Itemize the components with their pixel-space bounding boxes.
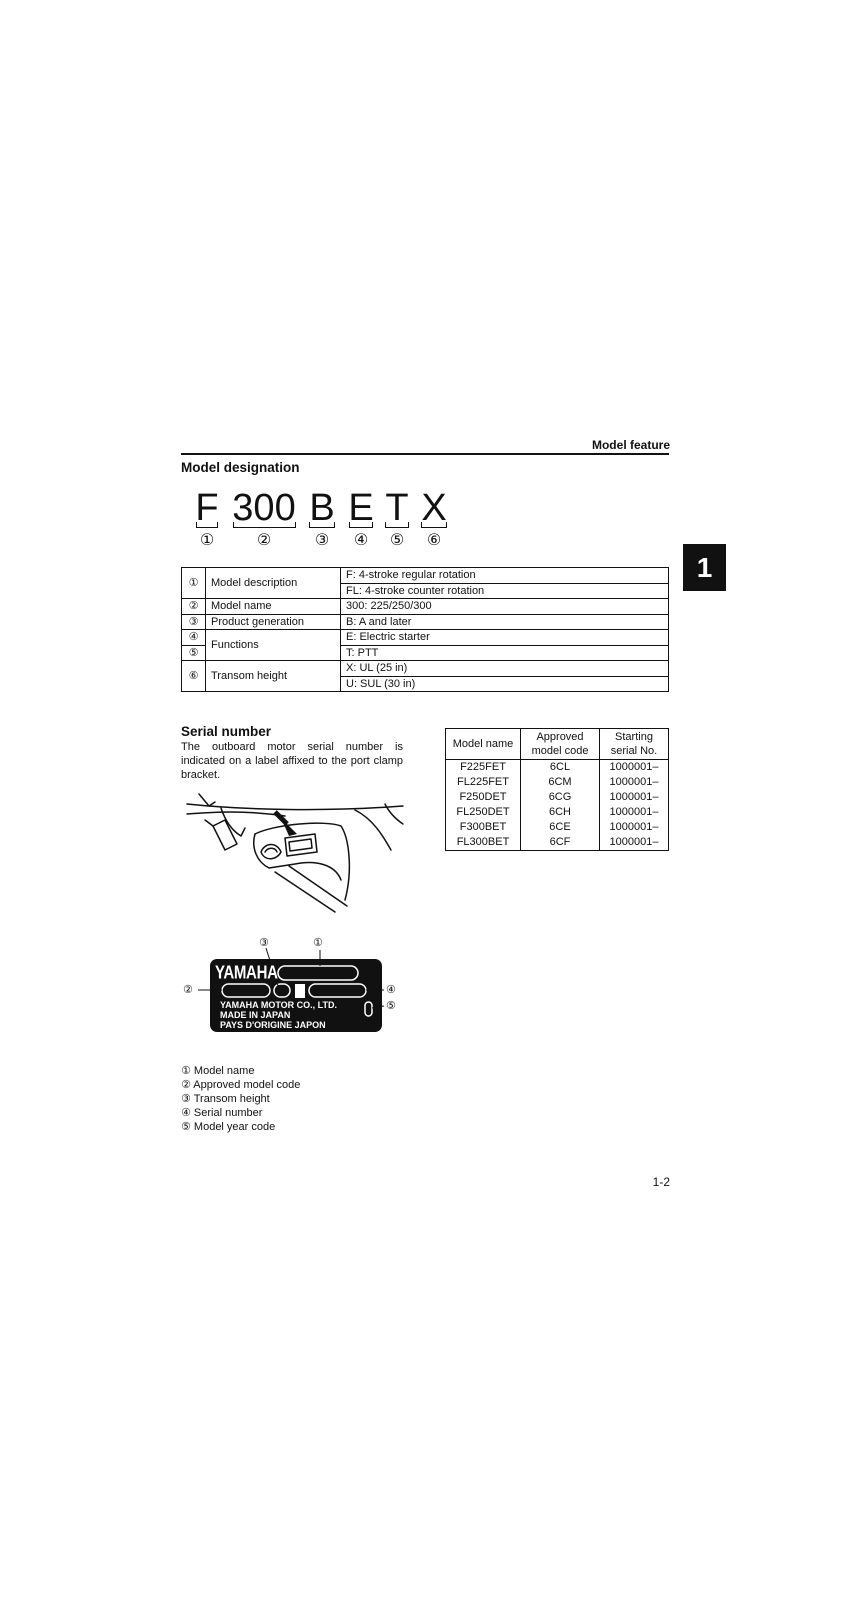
designation-bracket <box>233 522 296 528</box>
yamaha-logo: YAMAHA <box>215 962 278 984</box>
row-value: B: A and later <box>341 614 669 630</box>
table-cell: FL300BET <box>446 835 521 851</box>
chapter-tab: 1 <box>683 544 726 591</box>
designation-number: ⑤ <box>389 532 405 549</box>
designation-bracket <box>385 522 409 528</box>
page-header-title: Model feature <box>591 438 670 452</box>
row-number: ④ <box>182 630 206 646</box>
table-cell: F250DET <box>446 790 521 805</box>
row-number: ③ <box>182 614 206 630</box>
table-row <box>446 835 669 851</box>
designation-bracket <box>196 522 218 528</box>
designation-number: ⑥ <box>426 532 442 549</box>
model-designation-heading: Model designation <box>181 460 300 475</box>
serial-number-table <box>445 728 669 851</box>
table-cell: 1000001– <box>600 805 669 820</box>
table-row <box>182 630 669 646</box>
designation-letter: X <box>421 487 447 529</box>
label-line: YAMAHA MOTOR CO., LTD. <box>220 1000 337 1010</box>
table-cell: 6CF <box>521 835 600 851</box>
designation-letter: F <box>195 487 219 529</box>
callout-4: ④ <box>386 984 396 996</box>
column-header: Model name <box>446 729 521 760</box>
table-row <box>182 661 669 677</box>
table-cell: 6CE <box>521 820 600 835</box>
row-value: 300: 225/250/300 <box>341 599 669 615</box>
table-row <box>182 614 669 630</box>
table-cell: F225FET <box>446 760 521 776</box>
model-designation-table <box>181 567 669 692</box>
designation-letter: 300 <box>232 487 296 529</box>
table-cell: 6CM <box>521 775 600 790</box>
label-line: PAYS D'ORIGINE JAPON <box>220 1020 326 1030</box>
row-number: ② <box>182 599 206 615</box>
designation-letter: E <box>348 487 374 529</box>
callout-2: ② <box>183 984 193 996</box>
label-maker-text <box>220 1000 337 1030</box>
table-row <box>182 568 669 584</box>
row-value: F: 4-stroke regular rotation <box>341 568 669 584</box>
row-label: Product generation <box>206 614 341 630</box>
serial-number-description: The outboard motor serial number is indicated on a label affixed to the port clamp bracket. <box>181 741 403 781</box>
table-cell: 1000001– <box>600 775 669 790</box>
table-cell: 6CL <box>521 760 600 776</box>
table-row <box>182 599 669 615</box>
table-row <box>446 760 669 776</box>
designation-number: ① <box>199 532 215 549</box>
designation-bracket <box>421 522 447 528</box>
callout-5: ⑤ <box>386 1000 396 1012</box>
serial-label-figure <box>182 938 407 1038</box>
callout-3: ③ <box>259 937 269 949</box>
designation-letter: T <box>385 487 409 529</box>
callout-1: ① <box>313 937 323 949</box>
row-label: Model name <box>206 599 341 615</box>
designation-bracket <box>349 522 373 528</box>
row-value: FL: 4-stroke counter rotation <box>341 583 669 599</box>
header-rule <box>181 453 669 455</box>
column-header: Starting serial No. <box>600 729 669 760</box>
row-label: Transom height <box>206 661 341 692</box>
table-cell: 1000001– <box>600 835 669 851</box>
table-cell: 1000001– <box>600 820 669 835</box>
table-row <box>446 775 669 790</box>
table-cell: 1000001– <box>600 790 669 805</box>
row-number: ① <box>182 568 206 599</box>
row-value: U: SUL (30 in) <box>341 676 669 692</box>
table-cell: 6CH <box>521 805 600 820</box>
table-header-row <box>446 729 669 760</box>
column-header: Approved model code <box>521 729 600 760</box>
row-label: Model description <box>206 568 341 599</box>
arrow-shaft <box>275 812 287 824</box>
designation-number: ③ <box>314 532 330 549</box>
table-row <box>446 820 669 835</box>
row-value: X: UL (25 in) <box>341 661 669 677</box>
legend-item: ⑤ Model year code <box>181 1121 276 1133</box>
row-value: E: Electric starter <box>341 630 669 646</box>
row-value: T: PTT <box>341 645 669 661</box>
designation-number: ④ <box>353 532 369 549</box>
label-line: MADE IN JAPAN <box>220 1010 291 1020</box>
clamp-bracket-illustration <box>185 790 405 920</box>
legend-item: ② Approved model code <box>181 1079 301 1091</box>
designation-letter: B <box>309 487 335 529</box>
row-number: ⑤ <box>182 645 206 661</box>
legend-item: ① Model name <box>181 1065 255 1077</box>
legend-item: ③ Transom height <box>181 1093 270 1105</box>
serial-number-heading: Serial number <box>181 724 272 739</box>
legend-item: ④ Serial number <box>181 1107 263 1119</box>
row-label: Functions <box>206 630 341 661</box>
designation-number: ② <box>256 532 272 549</box>
table-cell: FL225FET <box>446 775 521 790</box>
row-number: ⑥ <box>182 661 206 692</box>
table-row <box>446 790 669 805</box>
table-cell: F300BET <box>446 820 521 835</box>
designation-bracket <box>309 522 335 528</box>
table-row <box>446 805 669 820</box>
table-cell: 1000001– <box>600 760 669 776</box>
page-number: 1-2 <box>652 1175 670 1189</box>
table-cell: FL250DET <box>446 805 521 820</box>
figure-legend <box>181 1064 300 1134</box>
table-cell: 6CG <box>521 790 600 805</box>
